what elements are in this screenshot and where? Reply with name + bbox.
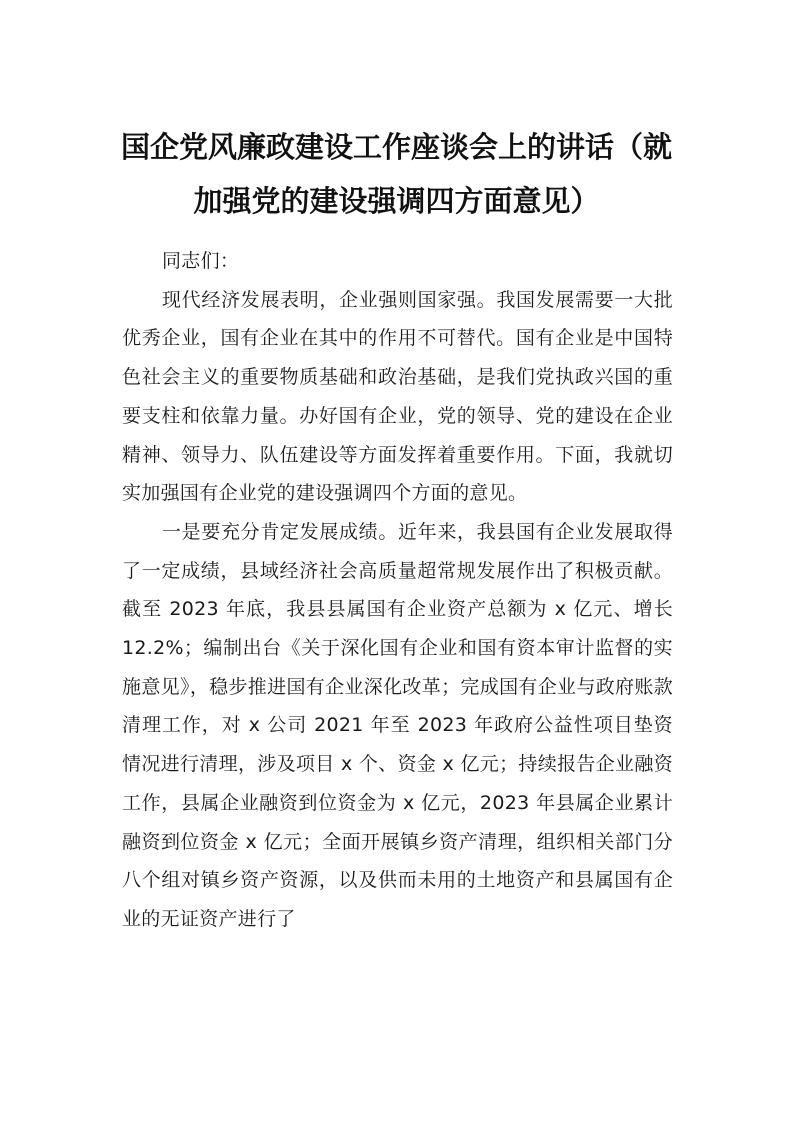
greeting: 同志们： xyxy=(162,250,240,272)
paragraph-intro: 现代经济发展表明，企业强则国家强。我国发展需要一大批优秀企业，国有企业在其中的作用不可替代。国有企业是中国特色社会主义的重要物质基础和政治基础，是我们党执政兴国的重要支柱和依靠力量。办好国有企业，党的领导、党的建设在企业精神、领导力、队伍建设等方面发挥着重要作用。下面，我就切实加强国有企业党的建设强调四个方面的意见。 xyxy=(122,288,673,505)
paragraph-point-one: 一是要充分肯定发展成绩。近年来，我县国有企业发展取得了一定成绩，县域经济社会高质量超常规发展作出了积极贡献。截至 2023 年底，我县县属国有企业资产总额为 x 亿元、增长 12.2%；编制出台《关于深化国有企业和国有资本审计监督的实施意见》，稳步推进国有企业深化改革；完成国有企业与政府账款清理工作，对 x 公司 2021 年至 2023 年政府公益性项目垫资情况进行清理，涉及项目 x 个、资金 x 亿元；持续报告企业融资工作，县属企业融资到位资金为 x 亿元，2023 年县属企业累计融资到位资金 x 亿元；全面开展镇乡资产清理，组织相关部门分八个组对镇乡资产资源，以及供而未用的土地资产和县属国有企业的无证资产进行了 xyxy=(122,520,673,930)
title-line-2: 加强党的建设强调四方面意见） xyxy=(193,184,600,218)
document-title xyxy=(110,120,683,228)
document-body xyxy=(122,242,673,939)
title-line-1: 国企党风廉政建设工作座谈会上的讲话（就 xyxy=(120,130,672,164)
